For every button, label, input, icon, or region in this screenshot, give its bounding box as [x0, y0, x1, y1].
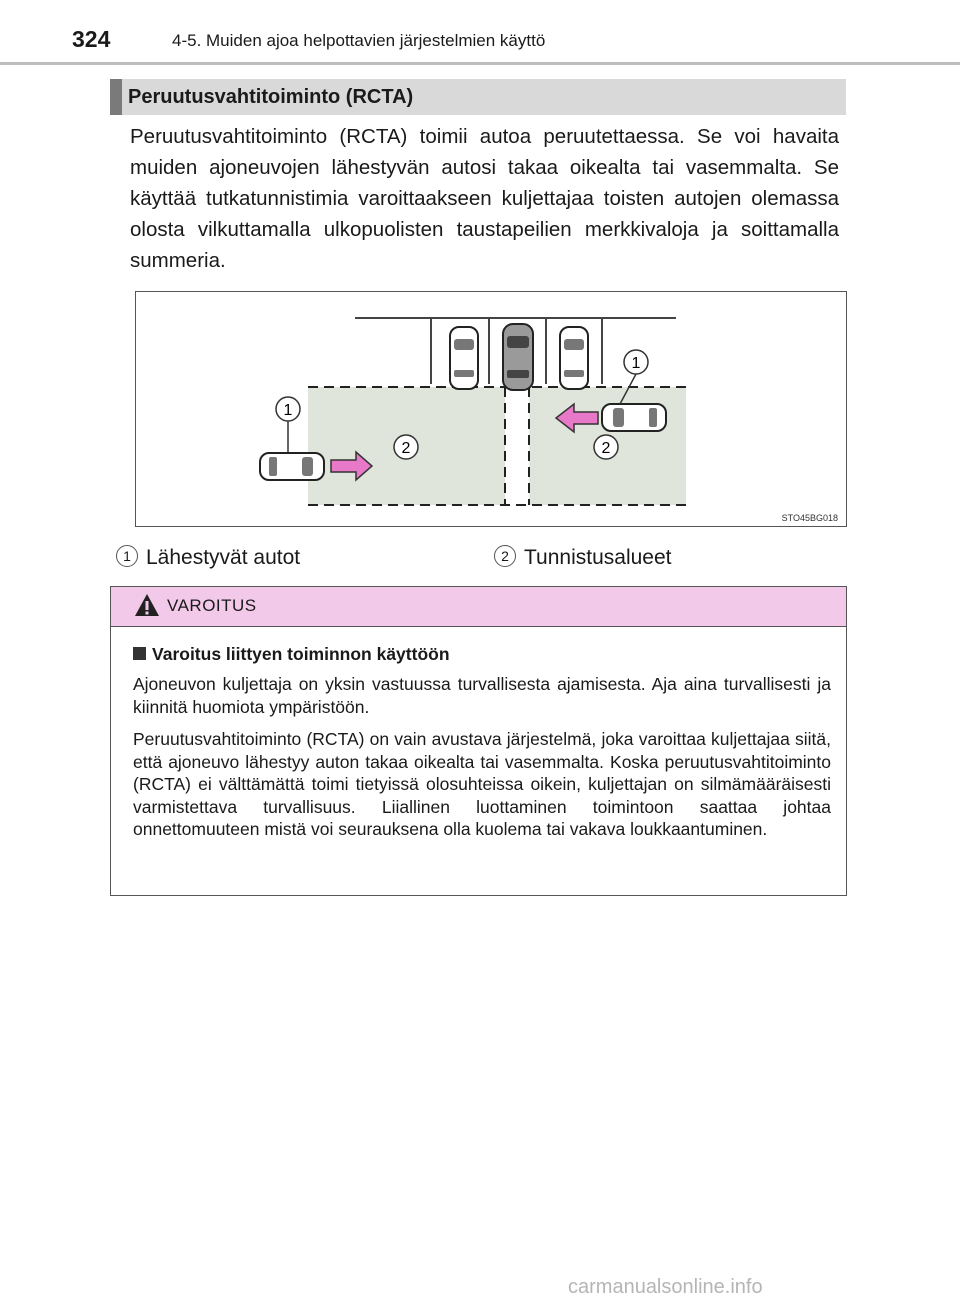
legend-number: 2 [494, 545, 516, 567]
parking-diagram [136, 292, 846, 526]
warning-paragraph: Peruutusvahtitoiminto (RCTA) on vain avustava järjestelmä, joka varoittaa kuljettajaa siitä, että ajoneuvo lähestyy auton takaa oikealta tai vasemmalta. Koska peruutusvahtitoiminto (RCTA) ei välttämättä toimi tietyissä olosuhteissa oikein, kuljettajan on silmämääräisesti varmistettava turvallisuus. Liiallinen luottaminen toimintoon saattaa johtaa onnettomuuteen mistä voi seurauksena olla kuolema tai vakava loukkaantuminen. [133, 729, 831, 839]
bullet-square-icon [133, 647, 146, 660]
legend-label: Tunnistusalueet [524, 546, 672, 569]
legend-label: Lähestyvät autot [146, 546, 301, 569]
callout-label: 2 [601, 440, 611, 457]
callout-2-right [594, 435, 618, 459]
warning-triangle-icon [134, 593, 160, 617]
section-accent [110, 79, 122, 115]
running-head: 4-5. Muiden ajoa helpottavien järjestelmien käyttö [172, 31, 546, 50]
approaching-car-right [602, 404, 666, 431]
parked-car-left [450, 327, 478, 389]
page-number: 324 [72, 26, 111, 52]
header-rule [0, 62, 960, 65]
warning-heading [133, 644, 450, 665]
section-title: Peruutusvahtitoiminto (RCTA) [128, 86, 414, 108]
watermark: carmanualsonline.info [568, 1276, 763, 1298]
warning-heading-text: Varoitus liittyen toiminnon käyttöön [152, 644, 450, 664]
legend-item-2 [494, 545, 671, 570]
callout-label: 2 [401, 440, 411, 457]
callout-label: 1 [283, 402, 293, 419]
warning-label: VAROITUS [167, 596, 257, 615]
warning-header [111, 587, 846, 627]
parked-car-right [560, 327, 588, 389]
legend-number: 1 [116, 545, 138, 567]
parked-car-center [503, 324, 533, 390]
approaching-car-left [260, 453, 324, 480]
intro-paragraph: Peruutusvahtitoiminto (RCTA) toimii autoa peruutettaessa. Se voi havaita muiden ajoneuvojen lähestyvän autosi takaa oikealta tai vasemmalta. Se käyttää tutkatunnistimia varoittaakseen kuljettajaa toisten autojen olemassa olosta vilkuttamalla ulkopuolisten taustapeilien merkkivaloja ja soittamalla summeria. [130, 125, 839, 272]
warning-box [110, 586, 847, 896]
callout-label: 1 [631, 355, 641, 372]
callout-2-left [394, 435, 418, 459]
callout-1-left [276, 397, 300, 452]
warning-paragraph: Ajoneuvon kuljettaja on yksin vastuussa turvallisesta ajamisesta. Aja aina turvallisesti ja kiinnitä huomiota ympäristöön. [133, 674, 831, 717]
rcta-illustration [135, 291, 847, 527]
figure-code: STO45BG018 [781, 513, 838, 523]
legend-item-1 [116, 545, 300, 570]
